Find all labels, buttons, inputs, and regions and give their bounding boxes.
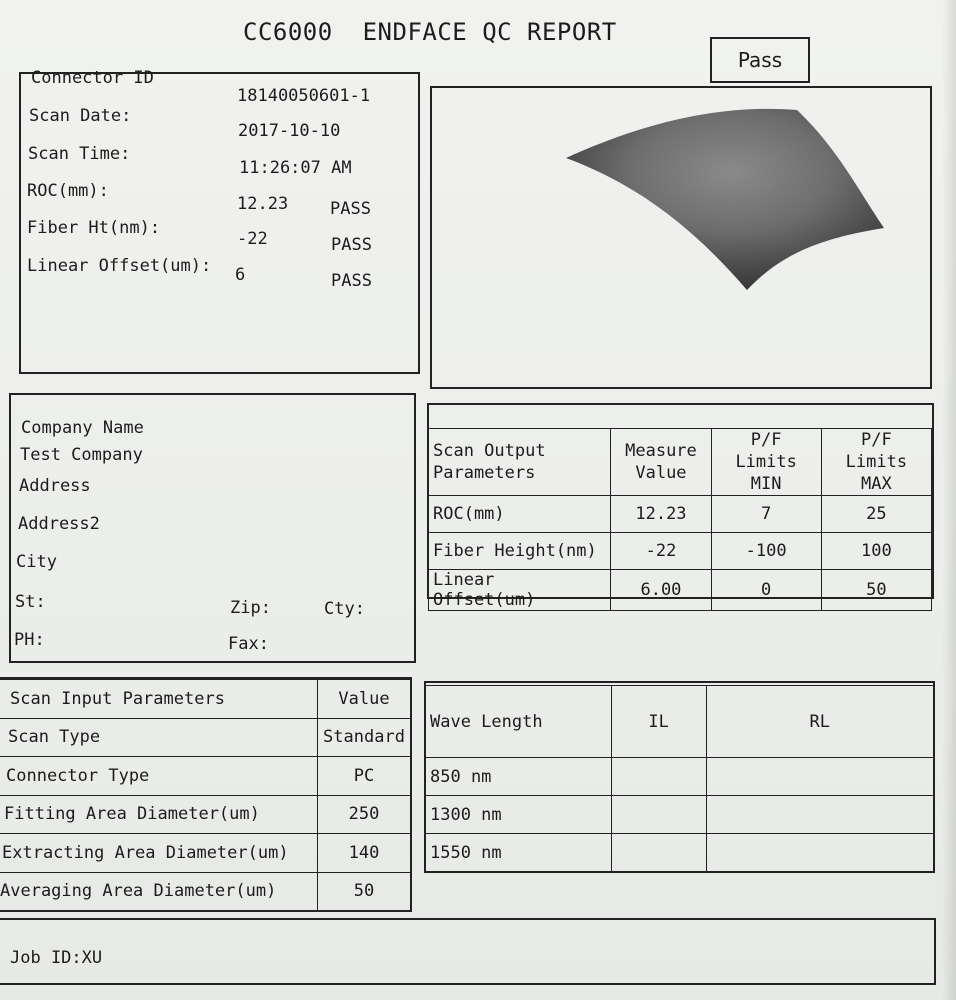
fiber-height-value: -22 [237,229,268,249]
header-limits-max: P/F Limits MAX [821,429,931,496]
endface-surface-image [432,88,930,387]
roc-label: ROC(mm): [27,181,109,201]
wavelength-value: 1300 nm [426,796,612,834]
linear-offset-label: Linear Offset(um): [27,256,212,276]
limit-max: 50 [821,570,931,611]
limit-min: -100 [711,533,821,570]
table-header-row [0,680,411,719]
rl-value [706,796,934,834]
table-row [429,570,932,611]
header-il: IL [611,686,706,758]
param-name: Connector Type [0,757,318,796]
scan-output-table [428,428,932,611]
country-field: Cty: [324,599,365,619]
report-title: CC6000 ENDFACE QC REPORT [243,18,617,46]
roc-value: 12.23 [237,194,289,214]
wavelength-value: 1550 nm [426,834,612,872]
limit-min: 0 [711,570,821,611]
fiber-height-label: Fiber Ht(nm): [27,218,161,238]
header-measure-value: Measure Value [611,429,711,496]
state-field: St: [15,592,46,612]
status-badge: Pass [710,37,810,83]
param-name: Linear Offset(um) [429,570,611,611]
linear-offset-result: PASS [331,271,372,291]
fax-field: Fax: [228,634,269,654]
zip-field: Zip: [230,598,271,618]
scan-input-table [0,679,411,911]
il-value [611,758,706,796]
address2-field: Address2 [18,514,100,534]
table-header-row [426,686,934,758]
linear-offset-value: 6 [235,265,246,285]
connector-id-value: 18140050601-1 [237,86,371,106]
table-row [426,834,934,872]
fiber-height-result: PASS [331,235,372,255]
limit-max: 25 [821,496,931,533]
table-row [429,496,932,533]
wavelength-value: 850 nm [426,758,612,796]
param-name: Scan Type [0,718,318,757]
limit-min: 7 [711,496,821,533]
header-scan-output-parameters: Scan Output Parameters [429,429,611,496]
param-name: Averaging Area Diameter(um) [0,872,318,911]
table-row [0,795,411,834]
city-field: City [16,552,57,572]
table-row [0,757,411,796]
surface-image-panel [430,86,932,389]
table-row [429,533,932,570]
table-row [0,872,411,911]
address-field: Address [19,476,91,496]
header-wave-length: Wave Length [426,686,612,758]
table-row [426,796,934,834]
param-value: 140 [318,834,411,873]
param-value: 250 [318,795,411,834]
param-name: Fitting Area Diameter(um) [0,795,318,834]
job-id-panel [0,918,936,985]
header-value: Value [318,680,411,719]
phone-field: PH: [14,630,45,650]
company-name: Test Company [20,445,143,465]
scan-time-label: Scan Time: [28,144,131,164]
wavelength-table [425,685,934,872]
connector-id-label: Connector ID [31,68,154,88]
page-edge-shadow [942,0,956,1000]
scan-date-label: Scan Date: [29,106,132,126]
param-name: ROC(mm) [429,496,611,533]
roc-result: PASS [330,199,371,219]
param-value: 50 [318,872,411,911]
scan-time-value: 11:26:07 AM [239,158,352,178]
il-value [611,834,706,872]
header-rl: RL [706,686,934,758]
table-header-row [429,429,932,496]
rl-value [706,834,934,872]
measure-value: -22 [611,533,711,570]
table-row [0,834,411,873]
job-id: Job ID:XU [10,948,103,968]
table-row [426,758,934,796]
header-limits-min: P/F Limits MIN [711,429,821,496]
company-name-label: Company Name [21,418,144,438]
rl-value [706,758,934,796]
param-name: Extracting Area Diameter(um) [0,834,318,873]
measure-value: 12.23 [611,496,711,533]
measure-value: 6.00 [611,570,711,611]
scan-date-value: 2017-10-10 [238,121,341,141]
limit-max: 100 [821,533,931,570]
param-value: PC [318,757,411,796]
il-value [611,796,706,834]
table-row [0,718,411,757]
param-value: Standard [318,718,411,757]
param-name: Fiber Height(nm) [429,533,611,570]
header-scan-input-parameters: Scan Input Parameters [0,680,318,719]
